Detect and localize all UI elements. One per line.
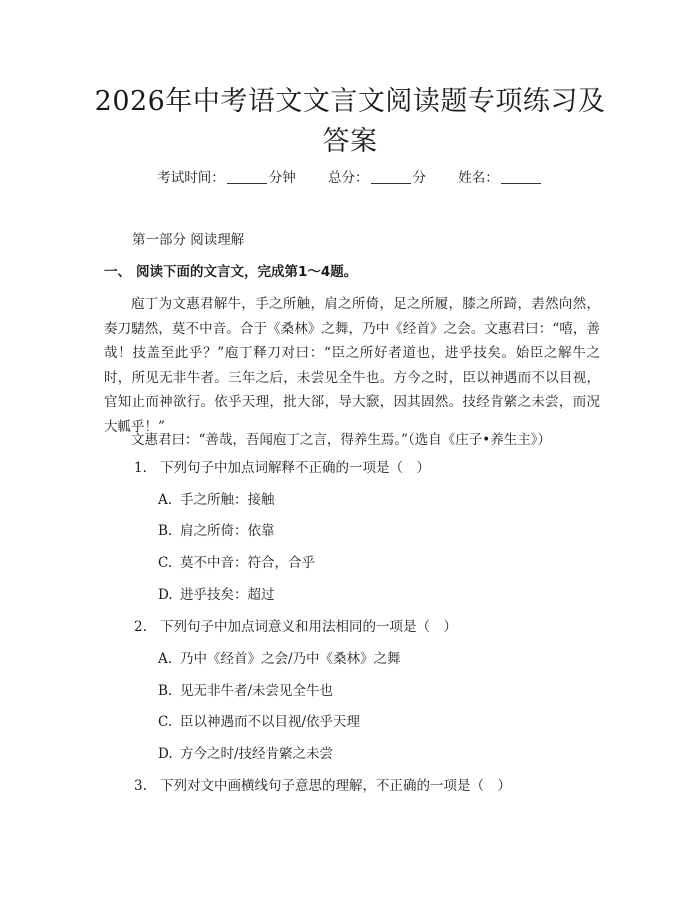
- exam-time: [157, 170, 300, 186]
- question-2: [134, 617, 457, 637]
- total-score-label: 总分：: [328, 170, 369, 186]
- option-text: 臣以神遇而不以目视/依乎天理: [180, 714, 361, 730]
- option-text: 进乎技矣：超过: [180, 587, 275, 603]
- student-name: [458, 170, 543, 186]
- question-group-instruction: 阅读下面的文言文，完成第1～4题。: [136, 264, 358, 280]
- option-text: 乃中《经首》之会/乃中《桑林》之舞: [180, 651, 401, 667]
- option-letter: C.: [158, 714, 173, 730]
- total-score-blank: [371, 169, 411, 184]
- question-group-number: 一、: [104, 264, 131, 280]
- total-score-unit: 分: [412, 170, 426, 186]
- option-letter: B.: [158, 683, 173, 699]
- question-group-heading: [104, 262, 357, 282]
- question-2-option-b: [158, 681, 333, 701]
- question-2-option-a: [158, 649, 401, 669]
- total-score: [328, 170, 430, 186]
- question-1: [134, 458, 430, 478]
- option-letter: A.: [158, 651, 173, 667]
- student-name-blank: [501, 169, 541, 184]
- option-letter: D.: [158, 746, 173, 762]
- question-3: [134, 776, 511, 796]
- question-text: 下列句子中加点词解释不正确的一项是（ ）: [160, 460, 430, 476]
- question-number: 3.: [134, 778, 147, 794]
- section-heading: 第一部分 阅读理解: [132, 232, 245, 248]
- question-text: 下列句子中加点词意义和用法相同的一项是（ ）: [160, 619, 457, 635]
- exam-time-unit: 分钟: [268, 170, 296, 186]
- option-text: 手之所触：接触: [180, 492, 275, 508]
- reading-passage: 庖丁为文惠君解牛，手之所触，肩之所倚，足之所履，膝之所踦，砉然向然，奏刀騞然，莫不中音。合于《桑林》之舞，乃中《经首》之会。文惠君曰：“嘻，善哉！技盖至此乎？”庖丁释刀对曰：“臣之所好者道也，进乎技矣。始臣之解牛之时，所见无非牛者。三年之后，未尝见全牛也。方今之时，臣以神遇而不以目视，官知止而神欲行。依乎天理，批大郤，导大窾，因其固然。技经肯綮之未尝，而况大軱乎！”: [104, 296, 600, 435]
- question-1-option-c: [158, 553, 315, 573]
- option-letter: B.: [158, 523, 173, 539]
- question-number: 2.: [134, 619, 147, 635]
- option-letter: C.: [158, 555, 173, 571]
- question-1-option-b: [158, 521, 275, 541]
- option-letter: D.: [158, 587, 173, 603]
- exam-info: [0, 168, 700, 188]
- page-title: 2026年中考语文文言文阅读题专项练习及答案: [94, 86, 606, 157]
- student-name-label: 姓名：: [458, 170, 499, 186]
- option-text: 肩之所倚：依靠: [180, 523, 275, 539]
- option-text: 见无非牛者/未尝见全牛也: [180, 683, 334, 699]
- reading-passage-ending: 文惠君曰：“善哉，吾闻庖丁之言，得养生焉。”（选自《庄子•养生主》）: [131, 432, 552, 448]
- option-text: 方今之时/技经肯綮之未尝: [180, 746, 334, 762]
- question-text: 下列对文中画横线句子意思的理解，不正确的一项是（ ）: [160, 778, 511, 794]
- option-letter: A.: [158, 492, 173, 508]
- option-text: 莫不中音：符合，合乎: [180, 555, 315, 571]
- question-1-option-a: [158, 490, 275, 510]
- exam-time-blank: [227, 169, 267, 184]
- question-2-option-c: [158, 712, 360, 732]
- exam-time-label: 考试时间：: [157, 170, 225, 186]
- question-number: 1.: [134, 460, 147, 476]
- question-1-option-d: [158, 585, 275, 605]
- question-2-option-d: [158, 744, 333, 764]
